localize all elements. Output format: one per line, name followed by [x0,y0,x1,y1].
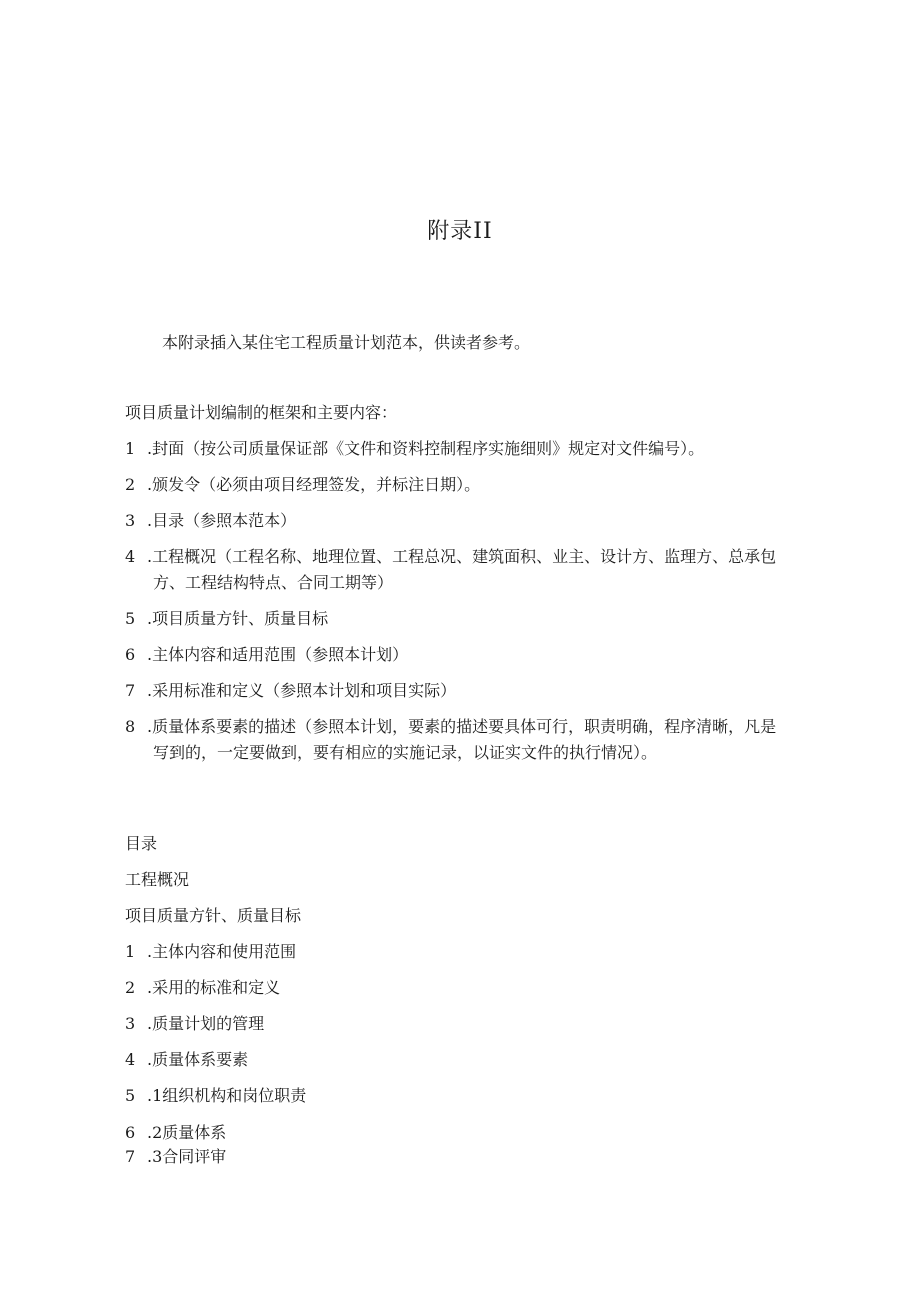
item-number: 1 [125,942,136,961]
framework-item [125,606,825,642]
intro-paragraph: 本附录插入某住宅工程质量计划范本，供读者参考。 [162,333,531,352]
framework-item [125,436,825,472]
item-number: 5 [125,609,136,628]
item-number: 5 [125,1086,136,1105]
framework-item [125,714,825,766]
item-text: .项目质量方针、质量目标 [147,609,329,628]
item-number: 8 [125,717,136,736]
toc-item [125,1083,825,1119]
item-text: .采用标准和定义（参照本计划和项目实际） [147,681,457,700]
toc-heading: 目录 [125,834,158,853]
toc-item [125,1011,825,1047]
item-number: 1 [125,439,136,458]
item-text: .2质量体系 [147,1123,227,1142]
item-number: 7 [125,1147,136,1166]
item-number: 3 [125,1014,136,1033]
item-text: .主体内容和使用范围 [147,942,297,961]
item-text-continued: 方、工程结构特点、合同工期等） [153,573,394,592]
toc-item [125,1121,825,1145]
item-text: .主体内容和适用范围（参照本计划） [147,645,409,664]
item-text: .质量体系要素 [147,1050,249,1069]
framework-heading: 项目质量计划编制的框架和主要内容： [125,403,398,422]
toc-item [125,1145,825,1169]
item-number: 3 [125,511,136,530]
item-number: 7 [125,681,136,700]
item-text: .工程概况（工程名称、地理位置、工程总况、建筑面积、业主、设计方、监理方、总承包 [147,547,777,566]
toc-item [125,1047,825,1083]
item-number: 2 [125,475,136,494]
toc-item [125,939,825,975]
framework-section [125,400,825,776]
framework-item [125,544,825,596]
item-text: .目录（参照本范本） [147,511,297,530]
toc-item [125,975,825,1011]
item-text: .质量计划的管理 [147,1014,265,1033]
item-number: 6 [125,1123,136,1142]
framework-item [125,678,825,714]
item-number: 6 [125,645,136,664]
item-text-continued: 写到的，一定要做到，要有相应的实施记录，以证实文件的执行情况）。 [153,743,658,762]
framework-item [125,508,825,544]
item-text: .颁发令（必须由项目经理签发，并标注日期）。 [147,475,481,494]
toc-section [125,831,825,1169]
item-text: .3合同评审 [147,1147,227,1166]
page-title: 附录II [427,219,493,244]
framework-item [125,472,825,508]
framework-item [125,642,825,678]
item-text: .封面（按公司质量保证部《文件和资料控制程序实施细则》规定对文件编号）。 [147,439,705,458]
item-number: 2 [125,978,136,997]
item-text: .采用的标准和定义 [147,978,281,997]
toc-line: 工程概况 [125,870,190,889]
toc-line: 项目质量方针、质量目标 [125,906,302,925]
item-number: 4 [125,547,136,566]
item-number: 4 [125,1050,136,1069]
item-text: .1组织机构和岗位职责 [147,1086,307,1105]
item-text: .质量体系要素的描述（参照本计划，要素的描述要具体可行，职责明确，程序清晰，凡是 [147,717,777,736]
